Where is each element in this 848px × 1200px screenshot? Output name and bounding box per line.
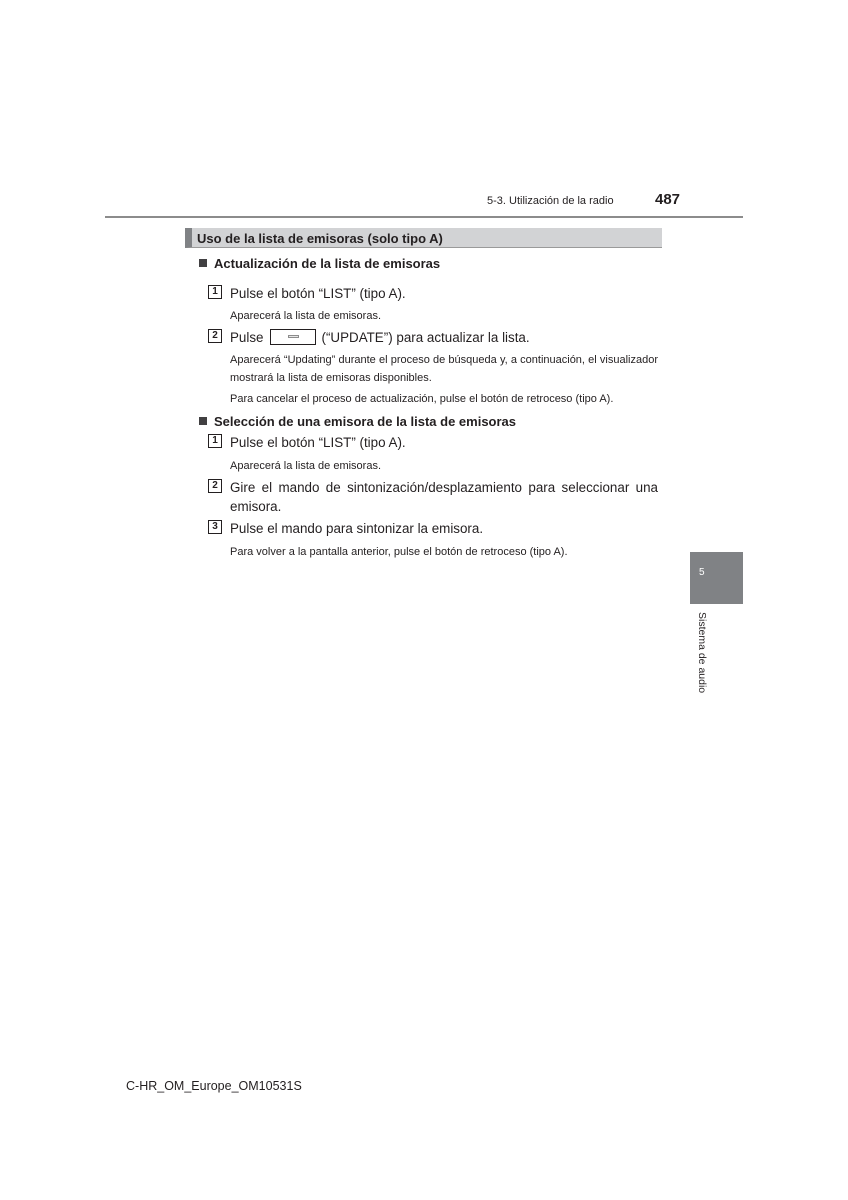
step-number-badge: 2 — [208, 479, 222, 493]
step-text: Pulse el mando para sintonizar la emisora. — [230, 521, 484, 536]
step-note: Para volver a la pantalla anterior, pulse el botón de retroceso (tipo A). — [230, 546, 568, 558]
step-note: Aparecerá “Updating” durante el proceso de búsqueda y, a continuación, el visualizador mostrará la lista de emisoras disponibles. — [230, 354, 658, 384]
subheading-update-list — [199, 256, 440, 271]
step-note: Aparecerá la lista de emisoras. — [230, 310, 382, 322]
step-number-badge: 2 — [208, 329, 222, 343]
subheading-select-station — [199, 414, 516, 429]
section-title: Uso de la lista de emisoras (solo tipo A) — [197, 231, 443, 246]
step-text-after: (“UPDATE”) para actualizar la lista. — [321, 330, 530, 345]
step-note: Para cancelar el proceso de actualización, pulse el botón de retroceso (tipo A). — [230, 393, 614, 405]
step-text: Pulse el botón “LIST” (tipo A). — [230, 435, 406, 450]
step-text: Pulse el botón “LIST” (tipo A). — [230, 286, 406, 301]
document-code: C-HR_OM_Europe_OM10531S — [126, 1079, 302, 1093]
step-text-with-button — [230, 328, 530, 347]
step-number-badge: 1 — [208, 434, 222, 448]
step-text: Gire el mando de sintonización/desplazamiento para seleccionar una emisora. — [230, 480, 658, 514]
subheading-text: Selección de una emisora de la lista de emisoras — [214, 414, 517, 429]
update-button-icon — [270, 329, 316, 345]
chapter-tab — [690, 552, 743, 604]
header-divider — [105, 216, 743, 218]
step-text-before: Pulse — [230, 330, 264, 345]
square-bullet-icon — [199, 417, 207, 425]
page-number: 487 — [655, 191, 681, 208]
step-number-badge: 1 — [208, 285, 222, 299]
running-header-section: 5-3. Utilización de la radio — [487, 195, 614, 207]
chapter-number: 5 — [699, 567, 705, 578]
chapter-label: Sistema de audio — [696, 612, 708, 694]
step-note: Aparecerá la lista de emisoras. — [230, 460, 382, 472]
button-glyph-icon — [288, 335, 299, 338]
step-number-badge: 3 — [208, 520, 222, 534]
subheading-text: Actualización de la lista de emisoras — [214, 256, 441, 271]
square-bullet-icon — [199, 259, 207, 267]
